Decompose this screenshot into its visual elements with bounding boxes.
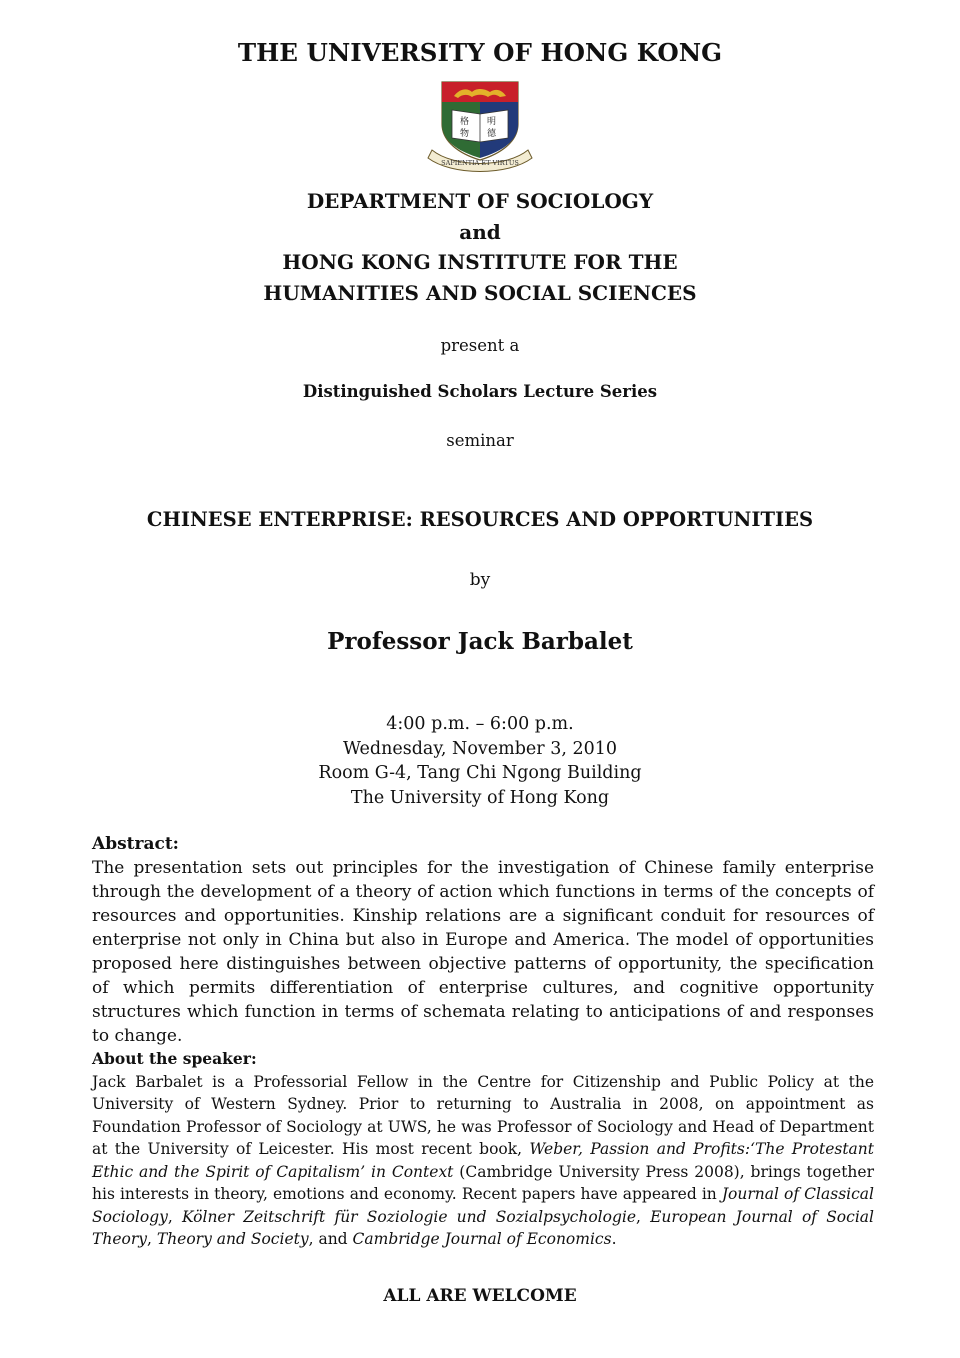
event-venue: The University of Hong Kong: [350, 787, 610, 808]
talk-title: CHINESE ENTERPRISE: RESOURCES AND OPPORTUNITIES: [146, 508, 814, 531]
svg-text:德: 德: [487, 129, 497, 139]
about-heading: About the speaker:: [92, 1049, 257, 1068]
about-text-part-1: Jack Barbalet is a Professorial Fellow in the Centre for Citizenship and Public Policy at the University of Western Sydney. Prior to returning to Australia in 2008, on appointment as Foundation Professor of Sociology at UWS, he was Professor of Sociology and Head of Department at the University of Leicester. His most recent book,: [92, 1072, 874, 1158]
abstract-heading: Abstract:: [92, 834, 179, 854]
about-text-part-2: (Cambridge University Press 2008), brings together his interests in theory, emotions and economy. Recent papers have appeared in: [92, 1162, 875, 1203]
event-details: [0, 712, 960, 810]
svg-text:明: 明: [487, 117, 497, 127]
about-text: [92, 1071, 874, 1251]
organizer-line-3: HONG KONG INSTITUTE FOR THE: [282, 250, 678, 274]
event-date: Wednesday, November 3, 2010: [342, 738, 618, 759]
journal-1: Journal of Classical Sociology: [92, 1185, 874, 1226]
motto-text: SAPIENTIA ET VIRTUS: [441, 159, 519, 167]
separator: , and: [308, 1230, 353, 1248]
separator: ,: [636, 1207, 651, 1226]
abstract-section: [92, 832, 874, 1048]
organizer-line-1: DEPARTMENT OF SOCIOLOGY: [306, 189, 654, 213]
svg-text:格: 格: [460, 117, 470, 127]
lecture-series: Distinguished Scholars Lecture Series: [302, 382, 658, 401]
speaker-name: Professor Jack Barbalet: [327, 628, 633, 655]
separator: ,: [167, 1207, 182, 1226]
present-text: present a: [440, 336, 520, 355]
event-room: Room G-4, Tang Chi Ngong Building: [318, 763, 642, 783]
event-time: 4:00 p.m. – 6:00 p.m.: [386, 714, 574, 734]
journal-3: European Journal of Social Theory: [92, 1207, 874, 1248]
separator: ,: [147, 1230, 157, 1248]
book-title: Weber, Passion and Profits:‘The Protestant Ethic and the Spirit of Capitalism’ in Context: [92, 1140, 875, 1181]
university-title: THE UNIVERSITY OF HONG KONG: [237, 38, 723, 67]
organizer-line-4: HUMANITIES AND SOCIAL SCIENCES: [263, 280, 697, 305]
event-type: seminar: [446, 431, 514, 450]
welcome-text: ALL ARE WELCOME: [383, 1286, 577, 1306]
journal-4: Theory and Society: [156, 1230, 309, 1248]
separator: .: [611, 1230, 617, 1248]
university-crest: [424, 80, 536, 172]
journal-2: Kölner Zeitschrift für Soziologie und Sozialpsychologie: [182, 1207, 636, 1226]
svg-text:物: 物: [460, 129, 470, 139]
about-speaker-section: [92, 1048, 874, 1251]
abstract-text: The presentation sets out principles for the investigation of Chinese family enterprise through the development of a theory of action which functions in terms of the concepts of resources and opportunities. Kinship relations are a significant conduit for resources of enterprise not only in China but also in Europe and America. The model of opportunities proposed here distinguishes between objective patterns of opportunity, the specification of which permits differentiation of enterprise cultures, and cognitive opportunity structures which function in terms of schemata relating to anticipations of and responses to change.: [92, 858, 874, 1046]
by-text: by: [469, 570, 491, 590]
organizers: [0, 186, 960, 308]
organizer-line-2: and: [459, 219, 501, 244]
journal-5: Cambridge Journal of Economics: [352, 1230, 612, 1248]
